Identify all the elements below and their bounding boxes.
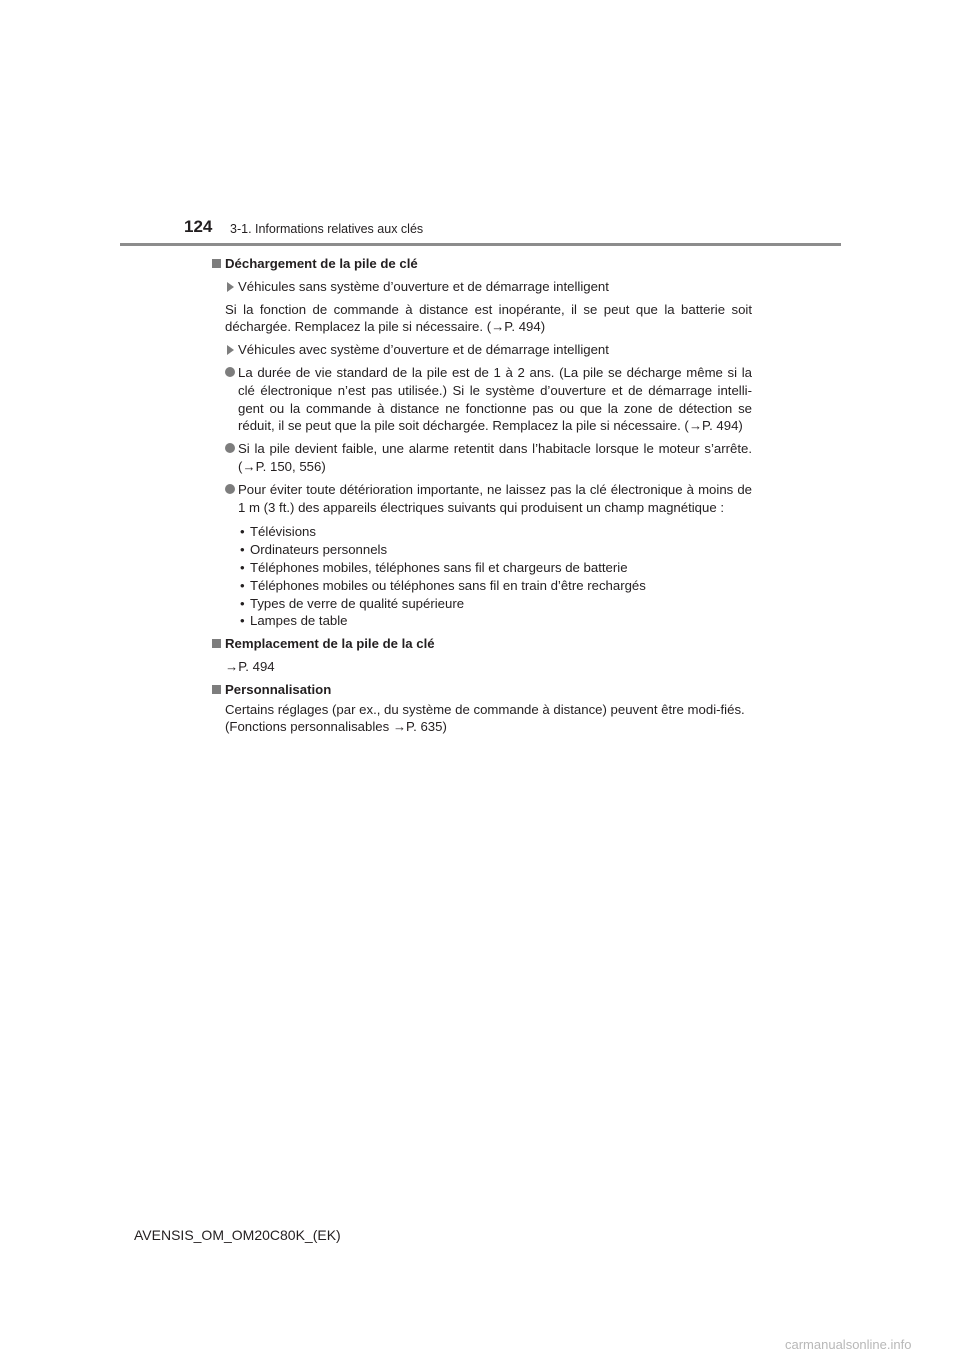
circle-bullet-icon <box>225 443 235 453</box>
replacement-page-reference: →P. 494 <box>225 658 275 674</box>
subsection-label-text: Véhicules avec système d’ouverture et de démarrage intelligent <box>238 342 609 358</box>
list-item-text: Lampes de table <box>250 613 348 629</box>
paragraph-without-smart: Si la fonction de commande à distance est inopérante, il se peut que la batterie soit déchargée. Remplacez la pile si nécessaire. (→P. 494) <box>225 301 752 335</box>
section-heading-text: Personnalisation <box>225 681 332 697</box>
subsection-label-without-smart <box>212 278 752 296</box>
bullet-item-alarm <box>212 440 752 476</box>
sub-bullet-marker: • <box>240 613 245 629</box>
page-number: 124 <box>184 217 213 236</box>
personalization-page-reference: (Fonctions personnalisables →P. 635) <box>225 719 447 735</box>
list-item-text: Télévisions <box>250 524 316 540</box>
bullet-text: Pour éviter toute détérioration importante, ne laissez pas la clé électronique à moins de 1 m (3 ft.) des appareils électriques suivants qui produisent un champ magnétique : <box>238 481 752 515</box>
list-item-text: Téléphones mobiles ou téléphones sans fil en train d’être rechargés <box>250 577 646 593</box>
section-heading-personalization <box>212 681 752 699</box>
square-icon <box>212 685 221 694</box>
subsection-label-with-smart <box>212 341 752 359</box>
paragraph-personalization: Certains réglages (par ex., du système de commande à distance) peuvent être modi-fiés. <box>225 701 745 717</box>
section-heading-text: Déchargement de la pile de clé <box>225 256 418 271</box>
section-heading-replacement <box>212 635 752 653</box>
watermark: carmanualsonline.info <box>785 1337 912 1352</box>
sub-bullet-marker: • <box>240 595 245 611</box>
list-item <box>240 559 752 577</box>
list-item <box>240 595 752 613</box>
square-icon <box>212 259 221 268</box>
list-item <box>240 541 752 559</box>
footer-document-code: AVENSIS_OM_OM20C80K_(EK) <box>134 1227 341 1243</box>
sub-bullet-marker: • <box>240 577 245 593</box>
chapter-title: 3-1. Informations relatives aux clés <box>230 222 424 236</box>
section-heading-discharge <box>212 255 752 273</box>
bullet-item-battery-life <box>212 364 752 435</box>
bullet-text: Si la pile devient faible, une alarme retentit dans l’habitacle lorsque le moteur s’arrête. (→P. 150, 556) <box>238 441 752 474</box>
circle-bullet-icon <box>225 484 235 494</box>
device-list <box>212 523 752 630</box>
square-icon <box>212 639 221 648</box>
header-divider <box>120 243 841 246</box>
bullet-item-magnetic-field <box>212 481 752 517</box>
triangle-right-icon <box>227 282 234 292</box>
list-item-text: Ordinateurs personnels <box>250 542 388 558</box>
sub-bullet-marker: • <box>240 542 245 558</box>
section-heading-text: Remplacement de la pile de la clé <box>225 636 435 652</box>
list-item <box>240 577 752 595</box>
subsection-label-text: Véhicules sans système d’ouverture et de démarrage intelligent <box>238 278 609 294</box>
triangle-right-icon <box>227 345 234 355</box>
list-item-text: Types de verre de qualité supérieure <box>250 595 465 611</box>
page-content <box>212 255 752 736</box>
circle-bullet-icon <box>225 367 235 377</box>
sub-bullet-marker: • <box>240 559 245 575</box>
bullet-text: La durée de vie standard de la pile est de 1 à 2 ans. (La pile se décharge même si la clé électronique n’est pas utilisée.) Si le système d’ouverture et de démarrage intelli-gent ou la commande à distance ne fonctionne pas ou que la zone de détection se réduit, il se peut que la pile soit déchargée. Remplacez la pile si nécessaire. (→P. 494) <box>238 364 752 434</box>
sub-bullet-marker: • <box>240 524 245 540</box>
list-item <box>240 612 752 630</box>
list-item <box>240 523 752 541</box>
list-item-text: Téléphones mobiles, téléphones sans fil et chargeurs de batterie <box>250 559 628 575</box>
